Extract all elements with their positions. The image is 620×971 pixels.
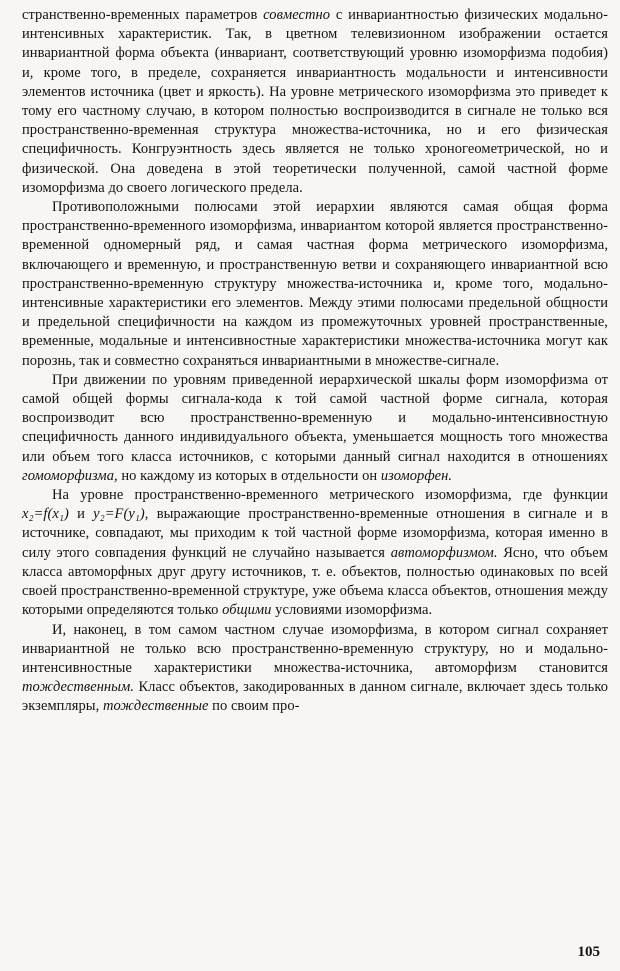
text-run: условиями изоморфизма. (271, 602, 433, 619)
paragraph (22, 198, 608, 371)
text-run: по своим про- (208, 698, 300, 715)
text-run: , выражающие пространственно-временные отношения в сигнале и в источнике, совпадают, мы приходим к той частной форме изоморфизма, которая именно в силу этого совпадения функций не случайно называется (22, 506, 608, 561)
paragraph (22, 486, 608, 620)
paragraph (22, 621, 608, 717)
italic-term: общими (222, 602, 272, 619)
text-run: На уровне пространственно-временного метрического изоморфизма, где функции (52, 487, 608, 504)
text-run: И, наконец, в том самом частном случае изоморфизма, в котором сигнал сохраняет инвариантной не только всю пространственно-временную структуру, но и модально-интенсивностные характеристики множества-источника, автоморфизм становится (22, 621, 608, 676)
italic-term: тождественные (102, 698, 209, 715)
text-run: При движении по уровням приведенной иерархической шкалы форм изоморфизма от самой общей формы сигнала-кода к той самой частной форме сигнала, которая воспроизводит всю пространственно-временную и модально-интенсивностную специфичность данного индивидуального объекта, уменьшается мощность того множества или объем того класса источников, с которыми данный сигнал находится в отношениях (22, 371, 608, 465)
italic-term: изоморфен. (380, 467, 453, 484)
italic-term: гомоморфизма, (22, 467, 118, 484)
paragraph (22, 371, 608, 486)
page-number: 105 (577, 944, 600, 960)
text-run: Класс объектов, закодированных в данном сигнале, включает здесь только экземпляры, (22, 679, 608, 715)
text-run: Противоположными полюсами этой иерархии являются самая общая форма пространственно-временного изоморфизма, инвариантом которой является пространственно-временной одномерный ряд, и самая частная форма метрического изоморфизма, включающего и временную, и пространственную ветви и сохраняющего инвариантной всю пространственно-временную структуру множества-источника и, кроме того, модально-интенсивные характеристики его элементов. Между этими полюсами предельной общности и предельной специфичности на каждом из промежуточных уровней пространственные, временные, модальные и интенсивностные характеристики множества-источника могут как порознь, так и совместно сохраняться инвариантными в множестве-сигнале. (22, 199, 608, 369)
page-body-text (22, 6, 608, 717)
text-run: и (68, 506, 94, 523)
italic-term: совместно (263, 7, 331, 23)
text-run: с инвариантностью физических модально-интенсивных характеристик. Так, в цветном телевизионном изображении остается инвариантной форма объекта (инвариант, соответствующий уровню изоморфизма подобия) и, кроме того, в пределе, сохраняется инвариантность модальности и интенсивности элементов источника (цвет и яркость). На уровне метрического изоморфизма это приведет к тому его частному случаю, в котором полностью воспроизводится в сигнале не только вся пространственно-временная структура множества-источника, но и его физическая специфичность. Конгруэнтность здесь является не только хроногеометрической, но и физической. Она доведена в этой теоретически полученной, самой частной форме изоморфизма до своего логического предела. (22, 7, 608, 196)
paragraph (22, 6, 608, 198)
text-run: Ясно, что объем класса автоморфных друг другу источников, т. е. объектов, полностью одинаковых по всей своей пространственно-временной структуре, уже объема класса объектов, отношения между которыми определяются только (22, 544, 609, 619)
italic-term: x₂=f(x₁) (22, 506, 69, 523)
italic-term: y₂=F(y₁) (93, 506, 145, 523)
text-run: но каждому из которых в отдельности он (117, 467, 381, 484)
text-run: странственно-временных параметров (22, 7, 264, 23)
italic-term: автоморфизмом. (390, 544, 498, 561)
italic-term: тождественным. (22, 679, 135, 696)
